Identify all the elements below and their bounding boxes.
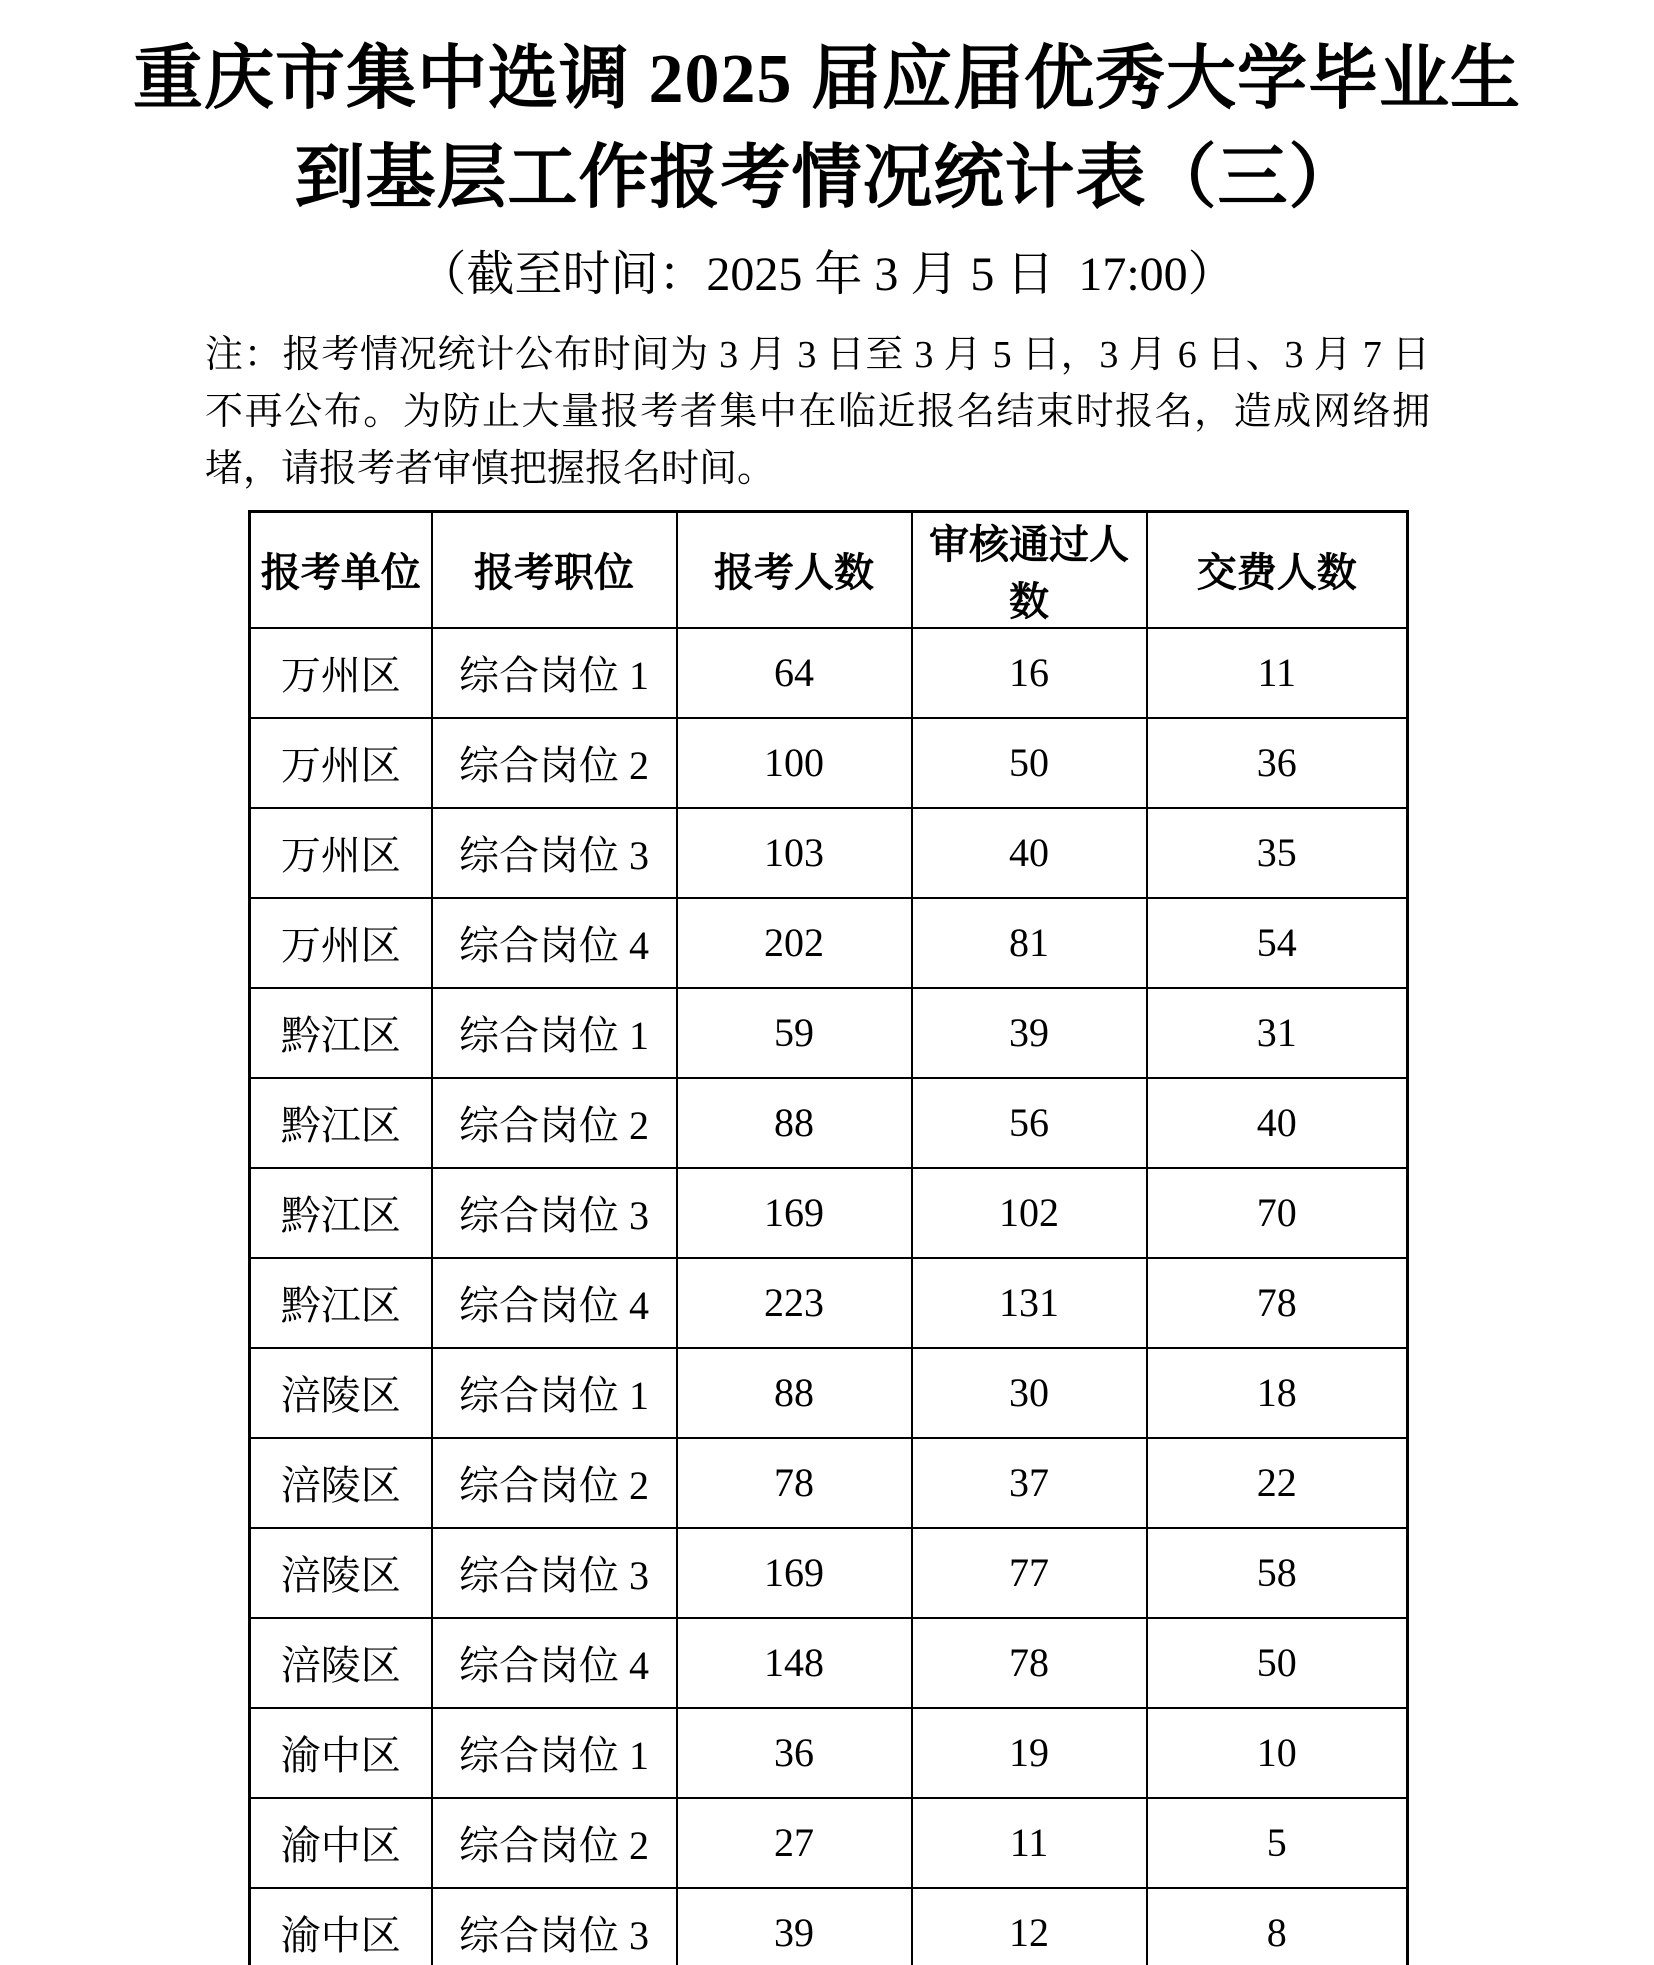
table-cell-col4: 78: [912, 1618, 1147, 1708]
table-cell-col5: 36: [1147, 718, 1408, 808]
table-header-row: [250, 511, 1408, 628]
table-cell-col4: 131: [912, 1258, 1147, 1348]
table-cell-col5: 40: [1147, 1078, 1408, 1168]
table-cell-col3: 39: [677, 1888, 912, 1965]
table-cell-col1: 万州区: [250, 718, 432, 808]
table-cell-col3: 64: [677, 628, 912, 718]
table-cell-col5: 18: [1147, 1348, 1408, 1438]
column-header-2: 报考职位: [432, 511, 677, 628]
table-cell-col3: 148: [677, 1618, 912, 1708]
table-row: [250, 1798, 1408, 1888]
table-cell-col1: 黔江区: [250, 1168, 432, 1258]
table-row: [250, 1528, 1408, 1618]
table-cell-col1: 渝中区: [250, 1798, 432, 1888]
table-cell-col4: 11: [912, 1798, 1147, 1888]
table-cell-col5: 58: [1147, 1528, 1408, 1618]
table-row: [250, 1888, 1408, 1965]
table-cell-col1: 万州区: [250, 898, 432, 988]
table-cell-col5: 35: [1147, 808, 1408, 898]
table-cell-col4: 30: [912, 1348, 1147, 1438]
table-cell-col3: 59: [677, 988, 912, 1078]
table-row: [250, 718, 1408, 808]
table-row: [250, 1618, 1408, 1708]
table-cell-col4: 40: [912, 808, 1147, 898]
table-cell-col5: 8: [1147, 1888, 1408, 1965]
table-cell-col3: 78: [677, 1438, 912, 1528]
column-header-5: 交费人数: [1147, 511, 1408, 628]
table-cell-col1: 涪陵区: [250, 1438, 432, 1528]
table-cell-col1: 万州区: [250, 628, 432, 718]
table-cell-col3: 103: [677, 808, 912, 898]
table-cell-col3: 88: [677, 1348, 912, 1438]
table-cell-col3: 88: [677, 1078, 912, 1168]
table-cell-col1: 黔江区: [250, 1258, 432, 1348]
table-cell-col3: 27: [677, 1798, 912, 1888]
table-row: [250, 1168, 1408, 1258]
table-cell-col1: 涪陵区: [250, 1618, 432, 1708]
table-cell-col5: 70: [1147, 1168, 1408, 1258]
table-cell-col1: 万州区: [250, 808, 432, 898]
table-cell-col4: 12: [912, 1888, 1147, 1965]
table-cell-col5: 78: [1147, 1258, 1408, 1348]
table-row: [250, 1438, 1408, 1528]
table-cell-col4: 77: [912, 1528, 1147, 1618]
table-cell-col2: 综合岗位 2: [432, 718, 677, 808]
table-body: [250, 628, 1408, 1965]
column-header-4: 审核通过人数: [912, 511, 1147, 628]
table-cell-col3: 169: [677, 1168, 912, 1258]
registration-statistics-table: [248, 510, 1409, 1965]
table-cell-col3: 169: [677, 1528, 912, 1618]
table-cell-col1: 渝中区: [250, 1708, 432, 1798]
table-row: [250, 1708, 1408, 1798]
table-row: [250, 1348, 1408, 1438]
table-cell-col2: 综合岗位 4: [432, 1258, 677, 1348]
table-header: [250, 511, 1408, 628]
table-cell-col2: 综合岗位 4: [432, 898, 677, 988]
table-cell-col5: 11: [1147, 628, 1408, 718]
table-cell-col2: 综合岗位 3: [432, 808, 677, 898]
table-cell-col4: 102: [912, 1168, 1147, 1258]
table-cell-col3: 36: [677, 1708, 912, 1798]
table-cell-col2: 综合岗位 3: [432, 1528, 677, 1618]
table-cell-col1: 涪陵区: [250, 1348, 432, 1438]
page-title-line-1: 重庆市集中选调 2025 届应届优秀大学毕业生: [133, 41, 1521, 118]
page-title-line-2: 到基层工作报考情况统计表（三）: [294, 140, 1360, 218]
table-cell-col3: 100: [677, 718, 912, 808]
table-cell-col4: 39: [912, 988, 1147, 1078]
table-row: [250, 1078, 1408, 1168]
document-page: [0, 30, 1654, 1965]
table-cell-col1: 黔江区: [250, 1078, 432, 1168]
table-cell-col2: 综合岗位 2: [432, 1798, 677, 1888]
table-cell-col5: 10: [1147, 1708, 1408, 1798]
table-cell-col5: 31: [1147, 988, 1408, 1078]
table-cell-col5: 54: [1147, 898, 1408, 988]
note-paragraph: 注：报考情况统计公布时间为 3 月 3 日至 3 月 5 日，3 月 6 日、3 月 7 日不再公布。为防止大量报考者集中在临近报名结束时报名，造成网络拥堵，请报考者审慎把握报名时间。: [205, 333, 1430, 490]
table-cell-col4: 50: [912, 718, 1147, 808]
table-cell-col4: 37: [912, 1438, 1147, 1528]
table-cell-col1: 渝中区: [250, 1888, 432, 1965]
table-cell-col4: 56: [912, 1078, 1147, 1168]
page-title: [0, 30, 1654, 229]
table-cell-col2: 综合岗位 1: [432, 1348, 677, 1438]
table-cell-col2: 综合岗位 2: [432, 1438, 677, 1528]
table-cell-col2: 综合岗位 3: [432, 1888, 677, 1965]
table-cell-col2: 综合岗位 2: [432, 1078, 677, 1168]
table-row: [250, 808, 1408, 898]
table-cell-col4: 16: [912, 628, 1147, 718]
table-cell-col2: 综合岗位 4: [432, 1618, 677, 1708]
table-cell-col5: 5: [1147, 1798, 1408, 1888]
column-header-3: 报考人数: [677, 511, 912, 628]
table-cell-col3: 223: [677, 1258, 912, 1348]
table-row: [250, 1258, 1408, 1348]
column-header-1: 报考单位: [250, 511, 432, 628]
table-cell-col2: 综合岗位 3: [432, 1168, 677, 1258]
table-cell-col3: 202: [677, 898, 912, 988]
table-cell-col4: 81: [912, 898, 1147, 988]
table-row: [250, 628, 1408, 718]
table-cell-col5: 22: [1147, 1438, 1408, 1528]
table-cell-col1: 黔江区: [250, 988, 432, 1078]
table-cell-col1: 涪陵区: [250, 1528, 432, 1618]
table-cell-col4: 19: [912, 1708, 1147, 1798]
cutoff-time-subtitle: （截至时间：2025 年 3 月 5 日 17:00）: [418, 247, 1236, 301]
table-cell-col2: 综合岗位 1: [432, 1708, 677, 1798]
table-cell-col2: 综合岗位 1: [432, 628, 677, 718]
table-row: [250, 988, 1408, 1078]
table-cell-col5: 50: [1147, 1618, 1408, 1708]
table-row: [250, 898, 1408, 988]
table-cell-col2: 综合岗位 1: [432, 988, 677, 1078]
